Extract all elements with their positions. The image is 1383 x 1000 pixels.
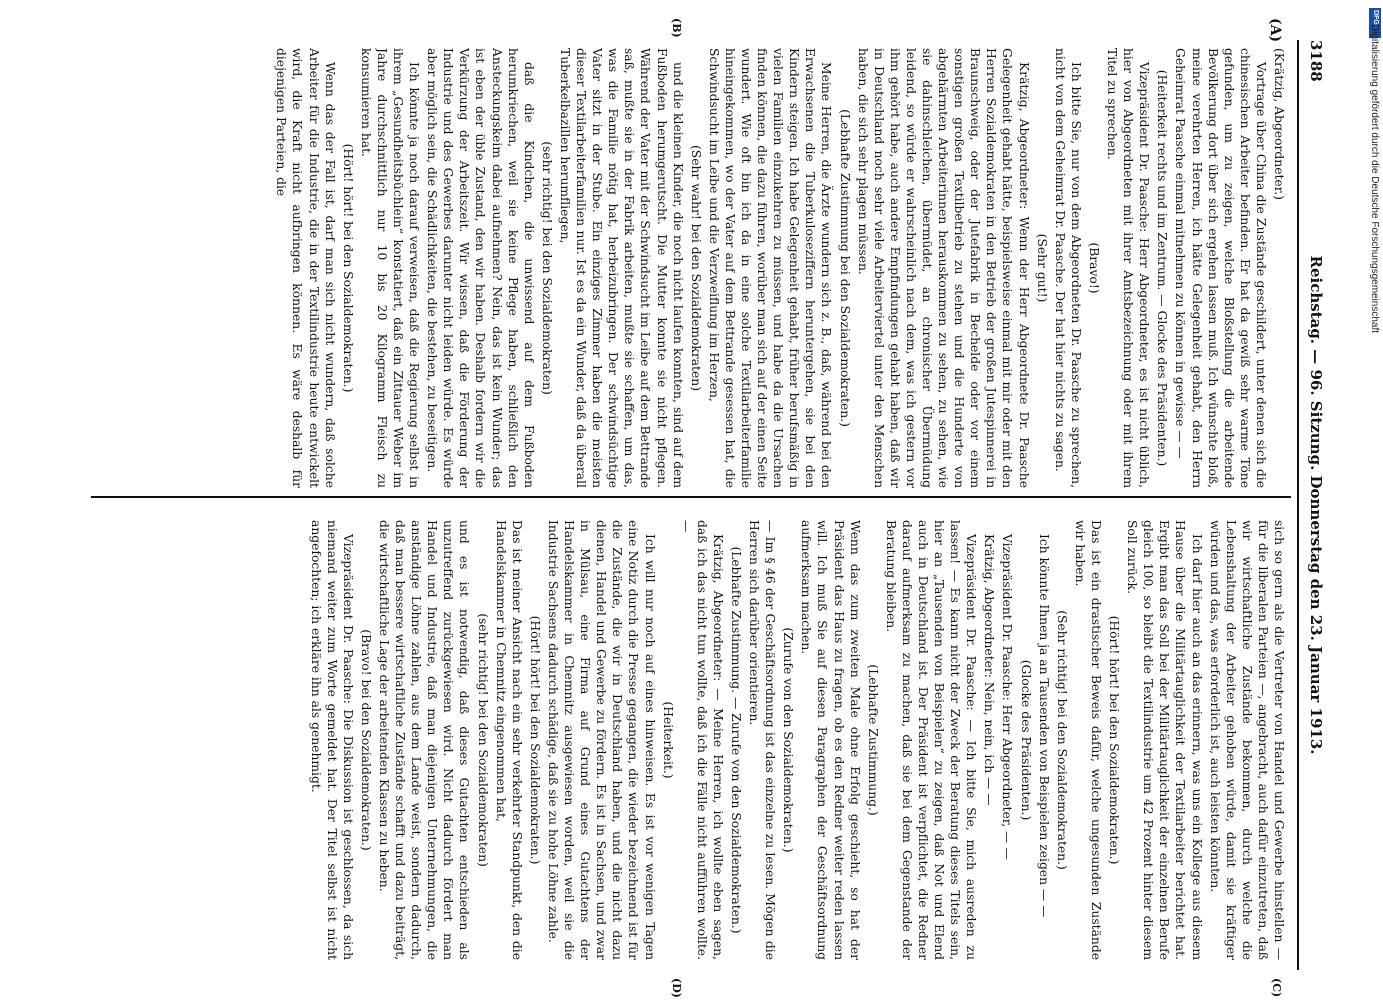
digitization-credit	[1368, 10, 1382, 990]
paragraph: (Lebhafte Zustimmung. — Zurufe von den Sozialdemokraten.)	[729, 546, 743, 934]
page-number: 3188	[1307, 40, 1325, 82]
column-divider	[91, 496, 1291, 498]
paragraph: (sehr richtig! bei den Sozialdemokraten)	[475, 613, 490, 867]
paragraph: (Zurufe von den Sozialdemokraten.)	[781, 627, 796, 853]
margin-mark-d: (D)	[670, 978, 683, 998]
margin-mark-a: (A)	[1267, 18, 1283, 43]
paragraph: (Lebhafte Zustimmung.)	[865, 664, 880, 816]
paragraph: daß die Kindchen, die unwissend auf dem Fußboden herumkriechen, weil sie keine Pflege haben, schließlich den Ansteckungskeim dabei aufnehmen? Nein, das ist kein Wunder; das ist eben der üble Zustand, den wir haben. Deshalb fordern wir die Verkürzung der Arbeitszeit. Wir wissen, daß die Förderung der Industrie und des Gewerbes darunter nicht leiden würde. Es würde aber möglich sein, die Schädlichkeiten, die bestehen, zu beseitigen.	[425, 48, 536, 488]
paragraph: Das ist ein drastischer Beweis dafür, welche ungesunden Zustände wir haben.	[1072, 520, 1103, 960]
paragraph: — Im § 46 der Geschäftsordnung ist das einzelne zu lesen. Mögen die Herren sich darüber orientieren.	[747, 520, 778, 960]
paragraph: Vizepräsident Dr. Paasche: Herr Abgeordneter, es ist nicht üblich, hier von Abgeordneten mit ihrer Amtsbezeichnung oder mit ihrem Titel zu sprechen.	[1105, 48, 1152, 488]
paragraph: Krätzig, Abgeordneter: Nein, nein, ich — —	[982, 534, 997, 806]
paragraph: sich so gern als die Vertreter von Handel und Gewerbe hinstellen — für die liberalen Parteien —, angebracht, auch dafür einzutreten, daß wir wirtschaftliche Zustände bekommen, durch welche die Lebenshaltung der Arbeiter gehoben würde, damit sie kräftiger würden und das, was erforderlich ist, auch leisten könnten.	[1207, 520, 1286, 960]
paragraph: Ich will nur noch auf eines hinweisen. Es ist vor wenigen Tagen eine Notiz durch die Presse gegangen, die wieder bezeichnend ist für die Zustände, die wir in Deutschland haben, und die nicht dazu dienen, Handel und Gewerbe zu fördern. Es ist in Sachsen, und zwar in Mülsau, eine Firma auf Grund eines Gutachtens der Handelskammer in Chemnitz ausgewiesen worden, weil sie die Industrie Sachsens dadurch schädige, daß sie zu hohe Löhne zahle.	[545, 520, 657, 960]
paragraph: (Sehr wahr! bei den Sozialdemokraten)	[688, 145, 703, 391]
paragraph: Ich könnte Ihnen ja an Tausenden von Beispielen zeigen — —	[1036, 534, 1051, 918]
paragraph: Vizepräsident Dr. Paasche: — Ich bitte Sie, mich ausreden zu lassen! — Es kann nicht der Zweck der Beratung dieses Titels sein, hier an „Tausenden von Beispielen“ zu zeigen, daß Not und Elend auch in Deutschland ist. Der Präsident ist verpflichtet, die Redner darauf aufmerksam zu machen, daß sie bei dem Gegenstande der Beratung bleiben.	[883, 520, 979, 960]
paragraph: Wenn das der Fall ist, darf man sich nicht wundern, daß solche Arbeiter für die Industrie, die in der Textilindustrie heute entwickelt wird, die Kraft nicht aufbringen können. Es wäre deshalb für diejenigen Parteien, die	[274, 48, 337, 488]
paragraph: (Sehr richtig! bei den Sozialdemokraten.)	[1054, 610, 1069, 870]
margin-mark-c: (C)	[1270, 978, 1283, 998]
margin-mark-b: (B)	[670, 18, 683, 38]
paragraph: Vizepräsident Dr. Paasche: Die Diskussion ist geschlossen, da sich niemand weiter zum Worte gemeldet hat. Der Titel selbst ist nicht angefochten; ich erkläre ihn als genehmigt.	[308, 520, 355, 960]
paragraph: und es ist notwendig, daß dieses Gutachten entschieden als unzutreffend zurückgewiesen wird. Nicht dadurch fördert man Handel und Industrie, daß man diejenigen Unternehmungen, die anständige Löhne zahlen, aus dem Lande weist, sondern dadurch, daß man bessere wirtschaftliche Zustände schafft und dazu beiträgt, die wirtschaftliche Lage der arbeitenden Klassen zu heben.	[377, 520, 472, 960]
paragraph: (Krätzig, Abgeordneter.)	[1272, 48, 1286, 200]
paragraph: Vizepräsident Dr. Paasche: Herr Abgeordneter, — —	[1000, 534, 1015, 860]
paragraph: Wenn das zum zweiten Male ohne Erfolg geschieht, so hat der Präsident das Haus zu fragen, ob es den Redner weiter reden lassen will. Ich muß Sie auf diesen Paragraphen der Geschäftsordnung aufmerksam machen.	[799, 520, 862, 960]
paragraph: Meine Herren, die Ärzte wundern sich z. B., daß, während bei den Erwachsenen die Tuberkuloseziffern heruntergehen, sie bei den Kindern steigen. Ich habe Gelegenheit gehabt, früher berufsmäßig in vielen Familien einzukehren zu müssen, und habe da die Ursachen finden können, die dazu führen, worüber man sich auf der einen Seite wundert. Wie oft bin ich da in eine solche Textilarbeiterfamilie hineingekommen, wo der Vater auf dem Bettrande gesessen hat, die Schwindsucht im Leibe und die Verzweiflung im Herzen,	[706, 48, 834, 488]
paragraph: (Heiterkeit rechts und im Zentrum. — Glocke des Präsidenten.)	[1155, 69, 1170, 467]
paragraph: Ich könnte ja noch darauf verweisen, daß die Regierung selbst in ihrem „Gesundheitsbüchlein“ konstatiert, daß ein Zittauer Weber im Jahre durchschnittlich nur 10 bis 20 Kilogramm Fleisch zu konsumieren hat.	[358, 48, 422, 488]
paragraph: (Sehr gut!)	[1034, 233, 1049, 303]
paragraph: (Bravo!)	[1086, 242, 1101, 294]
digitization-credit-text: Digitalisierung gefördert durch die Deutsche Forschungsgemeinschaft	[1369, 24, 1380, 334]
paragraph: Krätzig, Abgeordneter: — Meine Herren, ich wollte eben sagen, daß ich das nicht tun wollte, daß ich die Fälle nicht aufführen wollte. —	[678, 520, 725, 960]
paragraph: (Hört! hört! bei den Sozialdemokraten.)	[1107, 615, 1122, 865]
right-column	[97, 520, 1287, 960]
left-column	[97, 48, 1287, 488]
paragraph: und die kleinen Kinder, die noch nicht laufen konnten, sind auf dem Fußboden herumgerutscht. Die Mutter konnte sie nicht pflegen. Während der Vater mit der Schwindsucht im Leibe auf dem Bettrande saß, mußte sie in der Fabrik arbeiten, mußte sie schaffen, um das, was die Familie nötig hat, herbeizubringen. Der schwindsüchtige Vater sitzt in der Stube. Ein einziges Zimmer haben die meisten dieser Textilarbeiterfamilien nur. Ist es da ein Wunder, daß da überall Tuberkelbazillen herumfliegen,	[557, 48, 685, 488]
paragraph: (Hört! hört! bei den Sozialdemokraten.)	[340, 143, 355, 393]
paragraph: Ich darf hier auch an das erinnern, was uns ein Kollege aus diesem Hause über die Militärtauglichkeit der Textilarbeiter berichtet hat. Ergibt man das Soll bei der Militärtauglichkeit der einzelnen Berufe gleich 100, so bleibt die Textilindustrie um 42 Prozent hinter diesem Soll zurück.	[1125, 520, 1204, 960]
paragraph: Das ist meiner Ansicht nach ein sehr verkehrter Standpunkt, den die Handelskammer in Chemnitz eingenommen hat,	[493, 520, 524, 960]
paragraph: (Lebhafte Zustimmung bei den Sozialdemokraten.)	[837, 109, 852, 427]
paragraph: Ich bitte Sie, nur von dem Abgeordneten Dr. Paasche zu sprechen, nicht von dem Geheimrat Dr. Paasche. Der hat hier nichts zu sagen.	[1052, 48, 1083, 488]
paragraph: (Hört! hört! bei den Sozialdemokraten.)	[527, 615, 542, 865]
paragraph: (Bravo! bei den Sozialdemokraten.)	[358, 629, 373, 851]
paragraph: (Heiterkeit.)	[660, 701, 675, 779]
paragraph: (Glocke des Präsidenten.)	[1018, 659, 1033, 821]
paragraph: Krätzig, Abgeordneter: Wenn der Herr Abgeordnete Dr. Paasche Gelegenheit gehabt hätte, beispielsweise einmal mit mir oder mit den Herren Sozialdemokraten in den Betrieb der großen Jutespinnerei in Braunschweig, oder der Jutefabrik in Bechelde oder vor einem sonstigen großen Textilbetrieb zu stehen und die Hunderte von abgehärmten Arbeiterinnen herauskommen zu sehen, zu sehen, wie sie dahinschleichen, übermüdet, an chronischer Übermüdung leidend, so würde er wahrscheinlich nach dem, was ich gestern vor ihm gehört habe, auch andere Empfindungen gehabt haben, daß wir in Deutschland noch sehr viele Arbeiterviertel unter den Menschen haben, die sich sehr plagen müssen.	[855, 48, 1031, 488]
page-header	[1303, 40, 1325, 970]
page-title: Reichstag. — 96. Sitzung. Donnerstag den 23. Januar 1913.	[1307, 255, 1325, 755]
paragraph: Vortrage über China die Zustände geschildert, unter denen sich die chinesischen Arbeiter befinden. Er hat da gewiß sehr warme Töne gefunden, um zu zeigen, welche Bloßstellung die arbeitende Bevölkerung dort über sich ergehen lassen muß. Ich wünschte bloß, meine verehrten Herren, ich hätte Gelegenheit gehabt, den Herrn Geheimrat Paasche einmal mitnehmen zu können in gewisse — —	[1173, 48, 1268, 488]
dfg-logo-text: DFG	[1372, 10, 1379, 25]
header-rule	[1297, 40, 1299, 970]
paragraph: (sehr richtig! bei den Sozialdemokraten)	[539, 141, 554, 395]
